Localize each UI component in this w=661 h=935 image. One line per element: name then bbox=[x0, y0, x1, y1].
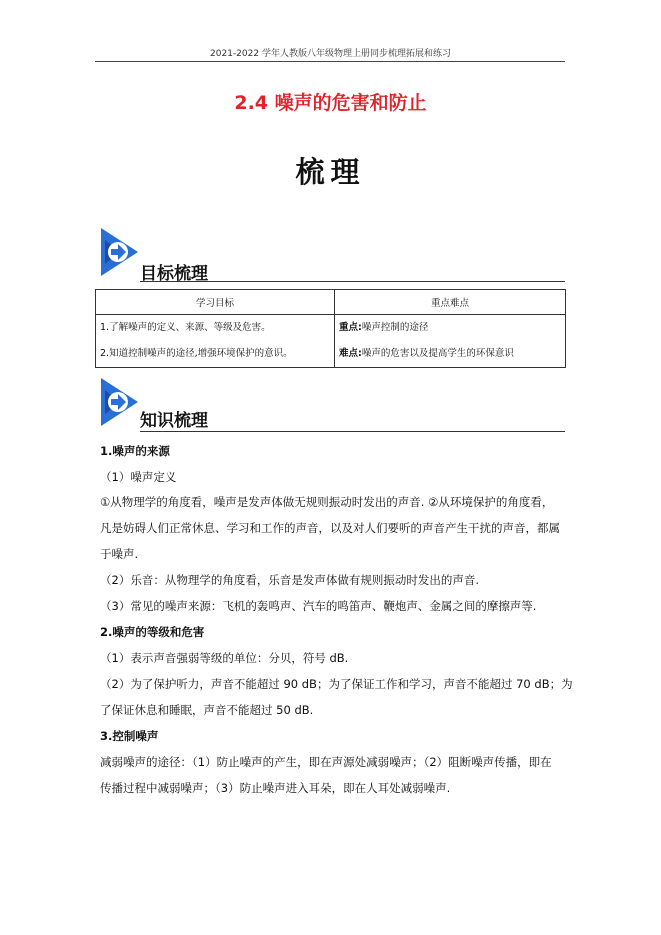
goals-section-title: 目标梳理 bbox=[140, 264, 208, 284]
goal-item-1: 1.了解噪声的定义、来源、等级及危害。 bbox=[100, 322, 271, 333]
paragraph: （2）乐音：从物理学的角度看，乐音是发声体做有规则振动时发出的声音. bbox=[100, 573, 479, 587]
paragraph: 减弱噪声的途径：（1）防止噪声的产生，即在声源处减弱噪声；（2）阻断噪声传播，即在 bbox=[100, 755, 552, 769]
key-point-text: 噪声控制的途径 bbox=[361, 322, 429, 333]
page-header: 2021-2022 学年人教版八年级物理上册同步梳理拓展和练习 bbox=[210, 49, 451, 59]
goals-table bbox=[95, 289, 566, 368]
paragraph: 了保证休息和睡眠，声音不能超过 50 dB. bbox=[100, 703, 314, 717]
goals-cell bbox=[96, 315, 335, 368]
main-section-title: 梳理 bbox=[295, 155, 366, 189]
paragraph: （1）噪声定义 bbox=[100, 470, 177, 484]
paragraph: 传播过程中减弱噪声；（3）防止噪声进入耳朵，即在人耳处减弱噪声. bbox=[100, 781, 451, 795]
difficulty-line bbox=[339, 341, 561, 367]
heading-noise-level: 2.噪声的等级和危害 bbox=[100, 625, 205, 639]
knowledge-section-title: 知识梳理 bbox=[140, 411, 208, 431]
header-divider bbox=[95, 61, 565, 62]
paragraph: 凡是妨碍人们正常休息、学习和工作的声音，以及对人们要听的声音产生干扰的声音，都属 bbox=[100, 521, 560, 535]
difficulty-text: 噪声的危害以及提高学生的环保意识 bbox=[361, 348, 514, 359]
key-point-line bbox=[339, 315, 561, 341]
key-points-cell bbox=[335, 315, 566, 368]
paragraph: （1）表示声音强弱等级的单位：分贝，符号 dB. bbox=[100, 651, 349, 665]
goal-item-2: 2.知道控制噪声的途径,增强环境保护的意识。 bbox=[100, 348, 293, 359]
difficulty-label: 难点: bbox=[339, 348, 362, 359]
page-title: 2.4 噪声的危害和防止 bbox=[234, 92, 427, 114]
paragraph: 于噪声. bbox=[100, 547, 139, 561]
goals-col-header: 学习目标 bbox=[96, 290, 335, 315]
paragraph: （3）常见的噪声来源：飞机的轰鸣声、汽车的鸣笛声、鞭炮声、金属之间的摩擦声等. bbox=[100, 599, 537, 613]
arrow-right-icon bbox=[98, 376, 142, 428]
knowledge-section-underline bbox=[140, 431, 565, 432]
heading-noise-control: 3.控制噪声 bbox=[100, 729, 159, 743]
paragraph: （2）为了保护听力，声音不能超过 90 dB；为了保证工作和学习，声音不能超过 70 dB；为 bbox=[100, 677, 573, 691]
heading-noise-source: 1.噪声的来源 bbox=[100, 444, 170, 458]
key-point-label: 重点: bbox=[339, 322, 362, 333]
arrow-right-icon bbox=[98, 226, 142, 278]
key-points-col-header: 重点难点 bbox=[335, 290, 566, 315]
paragraph: ①从物理学的角度看，噪声是发声体做无规则振动时发出的声音. ②从环境保护的角度看， bbox=[100, 495, 554, 509]
goals-section-underline bbox=[140, 281, 565, 282]
